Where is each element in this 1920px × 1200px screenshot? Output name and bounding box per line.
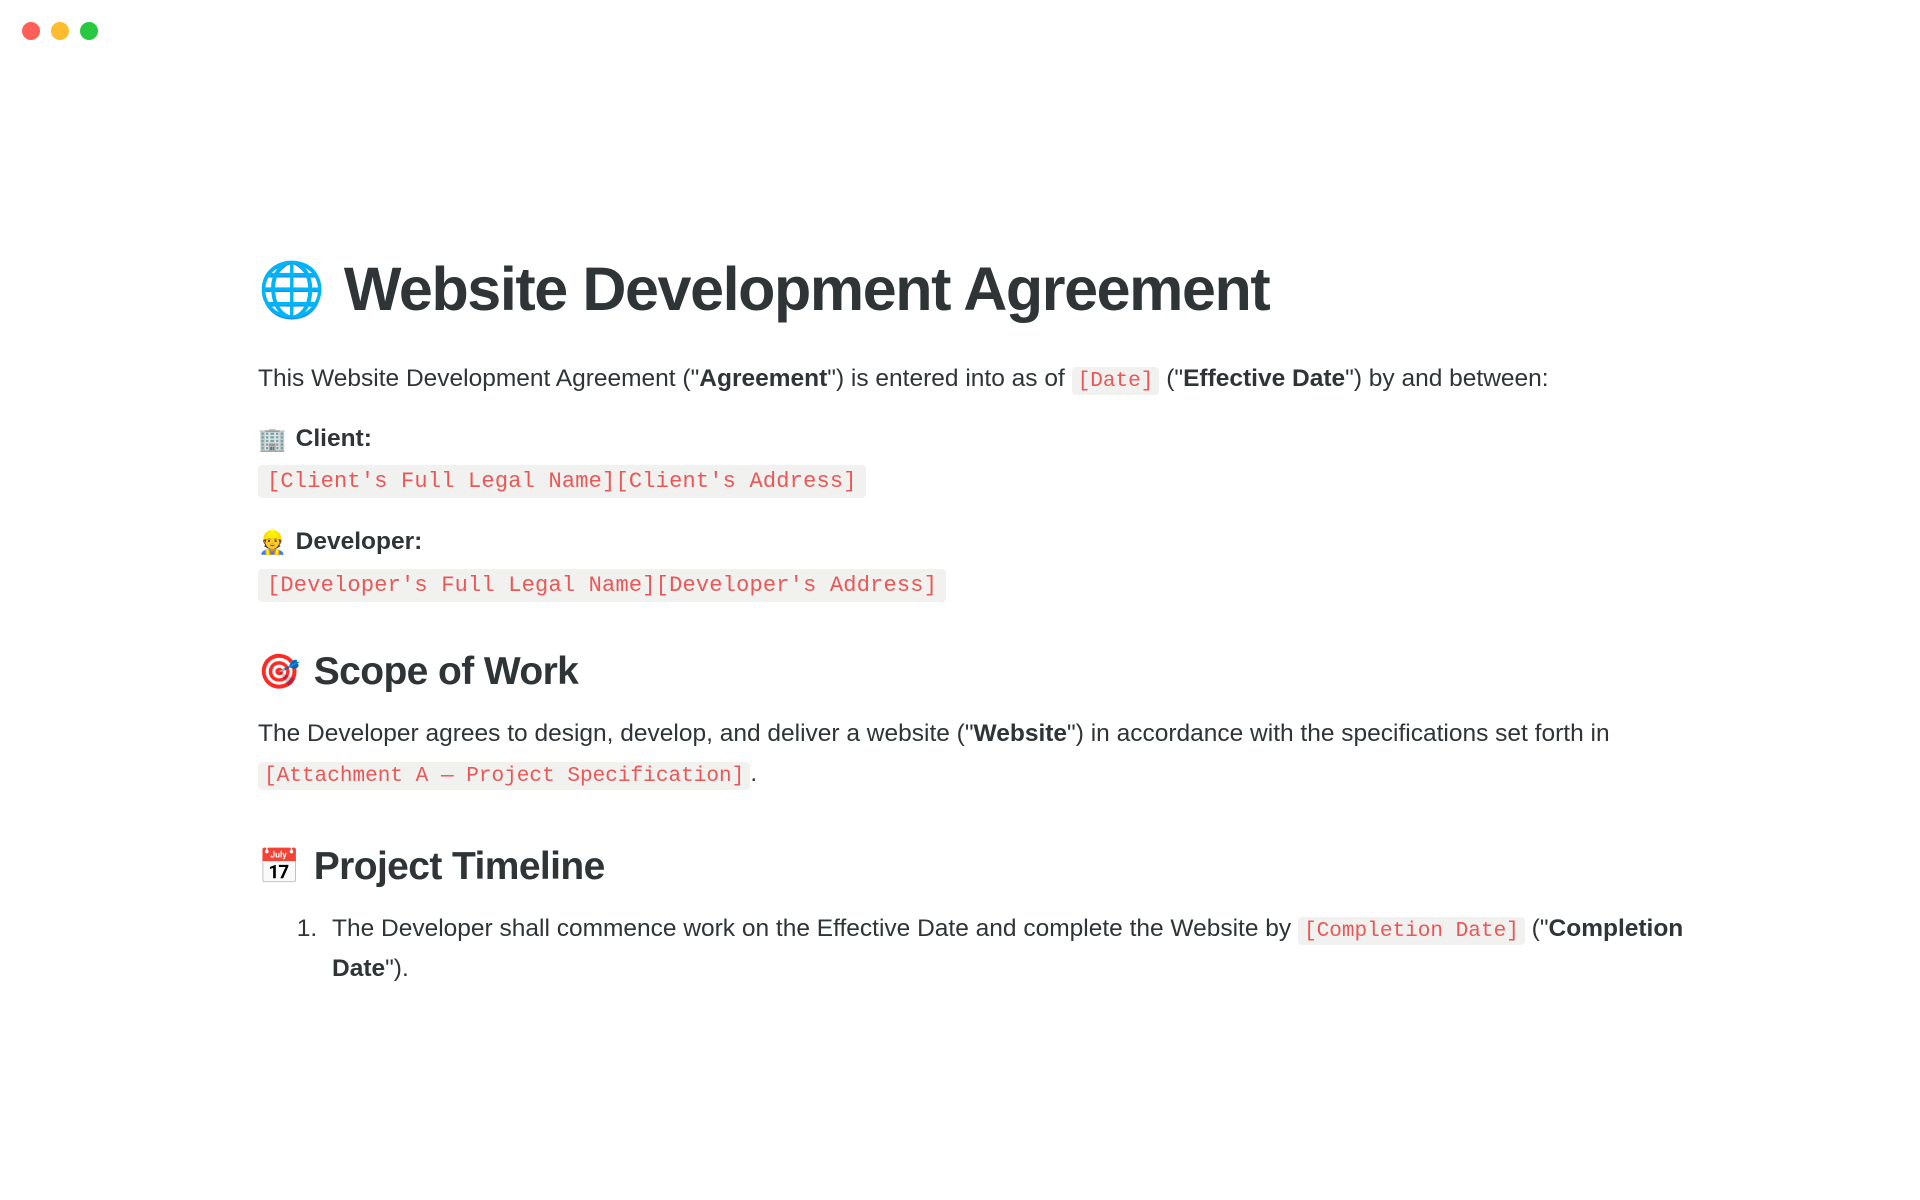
page-title xyxy=(258,257,1740,323)
construction-worker-icon: 👷 xyxy=(258,529,287,556)
target-icon: 🎯 xyxy=(258,653,300,692)
intro-after-date: (" xyxy=(1159,364,1184,392)
client-placeholder[interactable]: [Client's Full Legal Name][Client's Address] xyxy=(258,465,866,498)
client-label: Client: xyxy=(295,424,372,452)
globe-icon: 🌐 xyxy=(258,259,324,320)
timeline-item-bold: Completion Date xyxy=(332,915,1684,983)
section-heading-scope-of-work xyxy=(258,650,1740,694)
client-value-block xyxy=(258,469,1740,494)
developer-label: Developer: xyxy=(295,528,423,556)
minimize-button[interactable] xyxy=(51,22,69,40)
attachment-a-placeholder[interactable]: [Attachment A — Project Specification] xyxy=(258,762,750,790)
building-icon: 🏢 xyxy=(258,425,287,452)
developer-label-line xyxy=(258,524,1740,561)
project-timeline-list xyxy=(258,909,1740,988)
page-title-text: Website Development Agreement xyxy=(343,255,1270,323)
section-heading-text: Scope of Work xyxy=(313,650,579,694)
scope-website-bold: Website xyxy=(973,720,1068,748)
date-placeholder[interactable]: [Date] xyxy=(1072,367,1160,395)
intro-effective-date-bold: Effective Date xyxy=(1183,364,1346,392)
document-body xyxy=(0,62,1920,989)
intro-mid: ") is entered into as of xyxy=(827,364,1072,392)
client-label-line xyxy=(258,421,1740,458)
timeline-item-suffix: "). xyxy=(385,955,409,983)
scope-of-work-paragraph xyxy=(258,714,1658,793)
timeline-item-prefix: The Developer shall commence work on the Effective Date and complete the Website by xyxy=(332,915,1298,943)
intro-suffix: ") by and between: xyxy=(1345,364,1549,392)
scope-prefix: The Developer agrees to design, develop, and deliver a website (" xyxy=(258,720,974,748)
close-button[interactable] xyxy=(22,22,40,40)
section-heading-project-timeline xyxy=(258,845,1740,889)
developer-placeholder[interactable]: [Developer's Full Legal Name][Developer's Address] xyxy=(258,569,946,602)
intro-paragraph xyxy=(258,359,1658,399)
section-heading-text: Project Timeline xyxy=(313,845,605,889)
intro-prefix: This Website Development Agreement (" xyxy=(258,364,700,392)
traffic-light-controls xyxy=(22,22,98,40)
completion-date-placeholder[interactable]: [Completion Date] xyxy=(1298,917,1525,945)
calendar-icon: 📅 xyxy=(258,848,300,887)
intro-agreement-bold: Agreement xyxy=(699,364,828,392)
developer-value-block xyxy=(258,573,1740,598)
timeline-item-mid: (" xyxy=(1524,915,1549,943)
window-titlebar xyxy=(0,0,1920,62)
list-item xyxy=(324,909,1740,988)
maximize-button[interactable] xyxy=(80,22,98,40)
scope-suffix: . xyxy=(750,759,758,787)
scope-mid: ") in accordance with the specifications set forth in xyxy=(1067,720,1610,748)
